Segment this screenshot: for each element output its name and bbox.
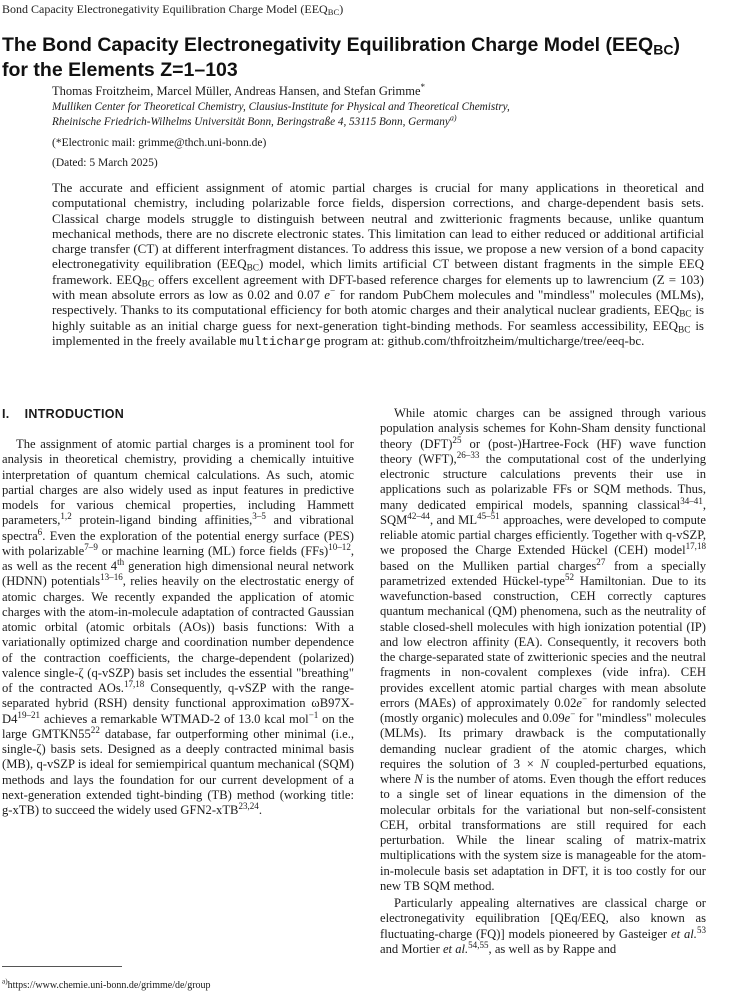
section-heading-introduction: I. INTRODUCTION	[2, 407, 125, 421]
author-list: Thomas Froitzheim, Marcel Müller, Andreas Hansen, and Stefan Grimme*	[52, 81, 425, 98]
paper-title: The Bond Capacity Electronegativity Equilibration Charge Model (EEQBC) for the Elements Z=1–103	[2, 34, 680, 81]
affiliation: Mulliken Center for Theoretical Chemistry, Clausius-Institute for Physical and Theoretical Chemistry, Rheinische Friedrich-Wilhelms Universität Bonn, Beringstraße 4, 53115 Bonn, Germany$^{a)}$	[52, 101, 510, 128]
corresponding-email: (*Electronic mail: grimme@thch.uni-bonn.de)	[52, 137, 267, 149]
intro-paragraph-3: Particularly appealing alternatives are classical charge or electronegativity equilibration [QEq/EEQ, also known as fluctuating-charge (FQ)] models pioneered by Gasteiger et al.$^{53}$ and Mortier et al.$^{54,55}$, as well as by Rappe and	[380, 896, 706, 956]
left-column	[2, 437, 354, 818]
footnote: $^{a)}$https://www.chemie.uni-bonn.de/grimme/de/group	[2, 977, 211, 991]
intro-paragraph-2: While atomic charges can be assigned through various population analysis schemes for Kohn-Sham density functional theory (DFT)$^{25}$ or (post-)Hartree-Fock (HF) wave function theory (WFT),$^{26-33}$ the computational cost of the underlying electronic structure calculations prevents their use in applications such as polarizable FFs or SQM methods. Thus, many dedicated empirical models, spanning classical$^{34-41}$, SQM$^{42-44}$, and ML$^{45-51}$ approaches, were developed to compute reliable atomic partial charges efficiently. Together with q-vSZP, we proposed the Charge Extended Hückel (CEH) model$^{17,18}$ based on the Mulliken partial charges$^{27}$ from a specially parametrized extended Hückel-type$^{52}$ Hamiltonian. Due to its wavefunction-based construction, CEH correctly captures quantum mechanical (QM) phenomena, such as the neutrality of stable closed-shell molecules with high ionization potential (IP) and low electron affinity (EA). Consequently, it recovers both the charge-separated state of zwitterionic species and the neutral fragments in non-covalent complexes (vide infra). CEH provides excellent atomic partial charges with mean absolute errors (MAEs) of approximately 0.02e− for randomly selected (mostly organic) molecules and 0.09e− for "mindless" molecules (MLMs). Its primary drawback is the computationally demanding nuclear gradient of the atomic charges, which requires the solution of 3 × N coupled-perturbed equations, where N is the number of atoms. Even though the effort reduces to a single set of linear equations in the dimension of the molecular orbitals for the variational but non-self-consistent CEH, orbital transformations are still required for each perturbation. While the linear scaling of matrix-matrix multiplications with the system size is manageable for the atom-in-molecule basis set adaptation in DFT, it is too costly for our new TB SQM method.	[380, 406, 707, 893]
running-head: Bond Capacity Electronegativity Equilibration Charge Model (EEQBC)	[2, 2, 344, 18]
right-column	[380, 406, 706, 957]
intro-paragraph-1: The assignment of atomic partial charges is a prominent tool for analysis in theoretical chemistry, providing a chemically intuitive interpretation of quantum chemical calculations. As such, atomic partial charges are also widely used as input features in predictive models for various chemical properties, including Hammett parameters,$^{1,2}$ protein-ligand binding affinities,$^{3-5}$ and vibrational spectra$^6$. Even the exploration of the potential energy surface (PES) with polarizable$^{7-9}$ or machine learning (ML) force fields (FFs)$^{10-12}$, as well as the recent 4th generation high dimensional neural network (HDNN) potentials$^{13-16}$, relies heavily on the electrostatic energy of atomic charges. We recently expanded the application of atomic charges with the atom-in-molecule adaptation of contracted Gaussian atomic orbital (atomic orbitals (AOs)) basis functions: With a variationally optimized charge and coordination number dependence of the contraction coefficients, the charge-dependent (polarized) valence single-ζ (q-vSZP) basis set includes the essential "breathing" of the contracted AOs.$^{17,18}$ Consequently, q-vSZP with the range-separated hybrid (RSH) density functional approximation ωB97X-D4$^{19-21}$ achieves a remarkable WTMAD-2 of 13.0 kcal mol$^{-1}$ on the large $GMTKN55^{22}$ database, far outperforming other minimal (i.e., single-ζ) basis sets. Designed as a deeply contracted minimal basis (MB), q-vSZP is ideal for semiempirical quantum mechanical (SQM) methods and lays the foundation for our current development of a next-generation extended tight-binding (TB) method (working title: g-xTB) to succeed the widely used GFN2-xTB$^{23,24}$.	[2, 437, 355, 817]
date-line: (Dated: 5 March 2025)	[52, 157, 158, 169]
abstract: The accurate and efficient assignment of atomic partial charges is crucial for many applications in theoretical and computational chemistry, including polarizable force fields, dispersion corrections, and charge-dependent basis sets. Classical charge models struggle to distinguish between neutral and zwitterionic fragments because, unlike quantum mechanical methods, there are no discrete electronic states. This limitation can lead to either reduced or additional artificial charge transfer (CT) at different interfragment distances. To address this issue, we propose a new version of a bond capacity electronegativity equilibration (EEQBC) model, which limits artificial CT between distant fragments in the simple EEQ framework. EEQBC offers excellent agreement with DFT-based reference charges for elements up to lawrencium (Z = 103) with mean absolute errors as low as 0.02 and 0.07 e− for random PubChem molecules and "mindless" molecules (MLMs), respectively. Thanks to its computational efficiency for both atomic charges and their analytical nuclear gradients, EEQBC is highly suitable as an initial charge guess for next-generation tight-binding methods. For seamless accessibility, EEQBC is implemented in the freely available multicharge program at: github.com/thfroitzheim/multicharge/tree/eeq-bc.	[52, 180, 704, 349]
footnote-divider	[2, 966, 122, 967]
repo-link: program at: github.com/thfroitzheim/multicharge/tree/eeq-bc.	[320, 332, 645, 348]
group-url: https://www.chemie.uni-bonn.de/grimme/de/group	[7, 980, 211, 991]
program-name: multicharge	[239, 334, 321, 349]
